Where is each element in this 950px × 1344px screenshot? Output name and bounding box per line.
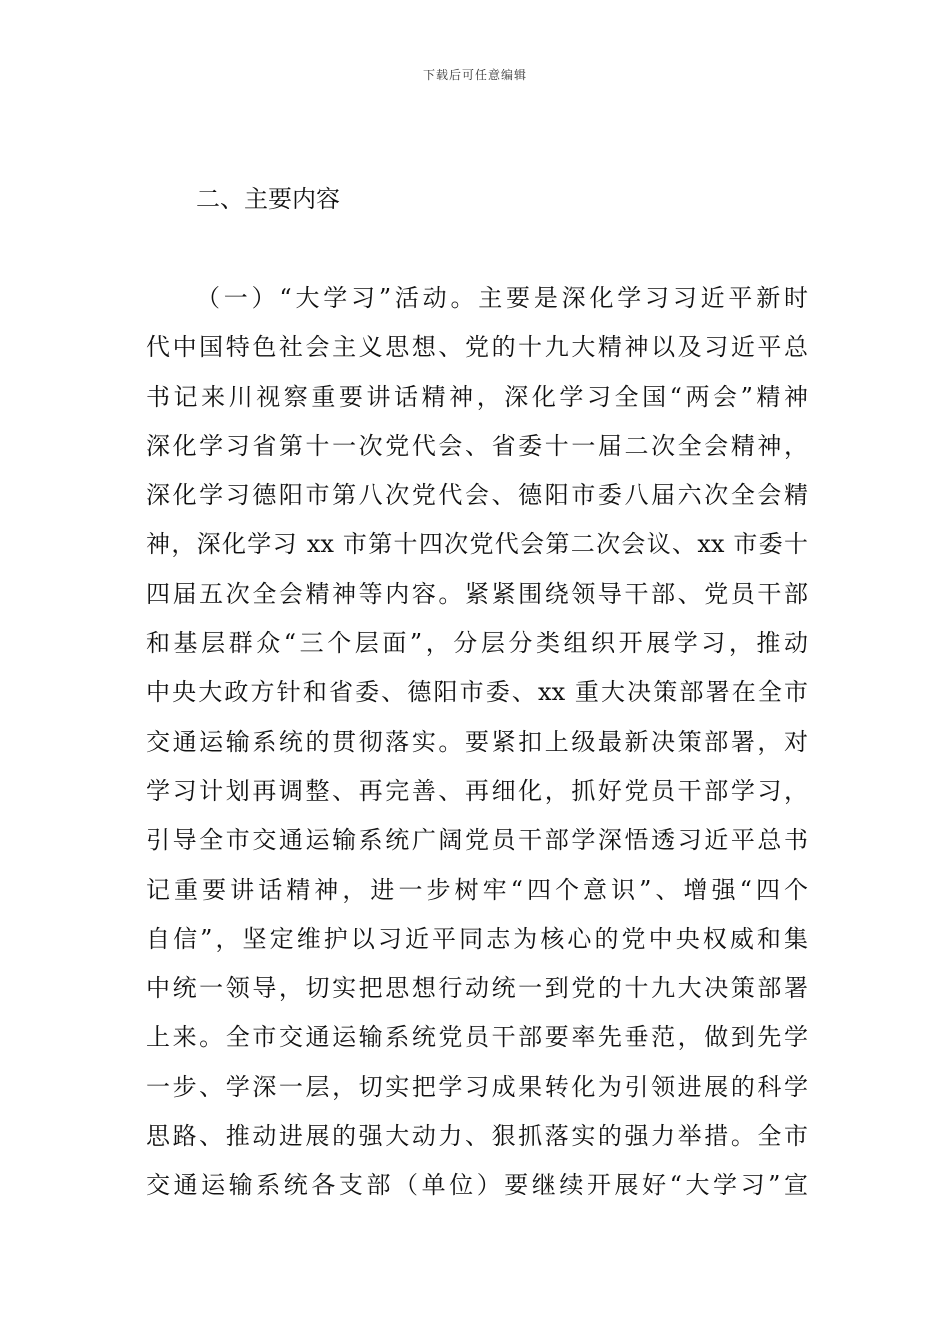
paragraph-line: 深化学习德阳市第八次党代会、德阳市委八届六次全会精 <box>146 481 808 510</box>
paragraph-line: 神，深化学习 xx 市第十四次党代会第二次会议、xx 市委十 <box>146 530 808 559</box>
paragraph-line: 深化学习省第十一次党代会、省委十一届二次全会精神， <box>146 431 808 460</box>
page-header-note: 下载后可任意编辑 <box>422 68 527 82</box>
body-paragraph <box>146 280 808 1217</box>
paragraph-line: 中央大政方针和省委、德阳市委、xx 重大决策部署在全市 <box>146 678 808 707</box>
paragraph-line: 自信”，坚定维护以习近平同志为核心的党中央权威和集 <box>146 924 808 953</box>
paragraph-line: 记重要讲话精神，进一步树牢“四个意识”、增强“四个 <box>146 875 808 904</box>
paragraph-line: 一步、学深一层，切实把学习成果转化为引领进展的科学 <box>146 1072 808 1101</box>
paragraph-line: 交通运输系统的贯彻落实。要紧扣上级最新决策部署，对 <box>146 727 808 756</box>
paragraph-line: 书记来川视察重要讲话精神，深化学习全国“两会”精神 <box>146 382 808 411</box>
paragraph-line: 思路、推动进展的强大动力、狠抓落实的强力举措。全市 <box>146 1122 808 1151</box>
paragraph-line: 和基层群众“三个层面”，分层分类组织开展学习，推动 <box>146 629 808 658</box>
paragraph-line: 学习计划再调整、再完善、再细化，抓好党员干部学习， <box>146 776 808 805</box>
section-heading: 二、主要内容 <box>196 185 340 213</box>
paragraph-line: 中统一领导，切实把思想行动统一到党的十九大决策部署 <box>146 974 808 1003</box>
paragraph-line: （一）“大学习”活动。主要是深化学习习近平新时 <box>196 284 808 312</box>
paragraph-line: 引导全市交通运输系统广阔党员干部学深悟透习近平总书 <box>146 826 808 855</box>
paragraph-line: 代中国特色社会主义思想、党的十九大精神以及习近平总 <box>146 333 808 362</box>
paragraph-line: 上来。全市交通运输系统党员干部要率先垂范，做到先学 <box>146 1023 808 1052</box>
paragraph-line: 交通运输系统各支部（单位）要继续开展好“大学习”宣 <box>146 1171 808 1200</box>
paragraph-line: 四届五次全会精神等内容。紧紧围绕领导干部、党员干部 <box>146 579 808 608</box>
